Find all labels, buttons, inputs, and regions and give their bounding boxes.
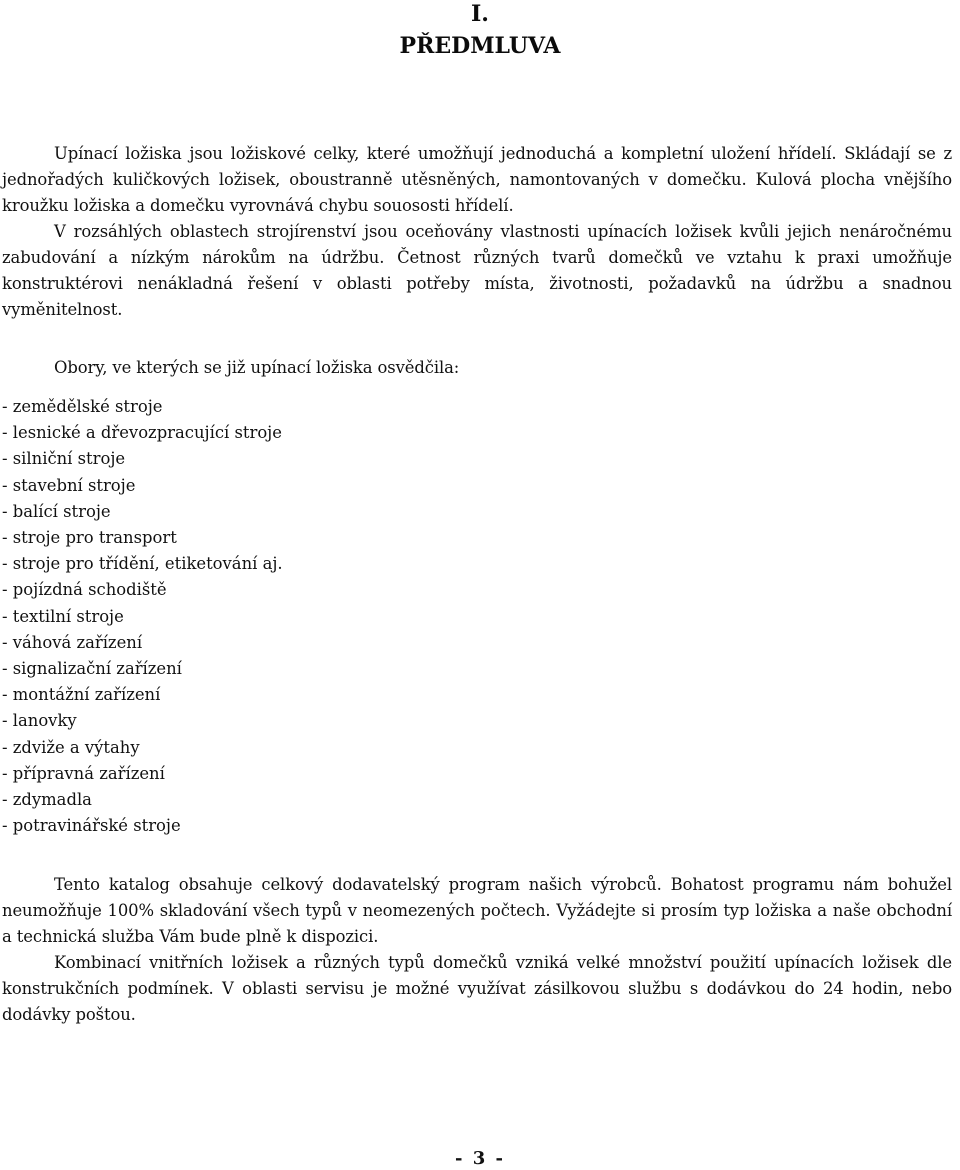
page-number: - 3 - xyxy=(455,1148,505,1169)
list-item: - montážní zařízení xyxy=(2,685,161,705)
list-item: - stroje pro třídění, etiketování aj. xyxy=(2,554,283,574)
list-item: - balící stroje xyxy=(2,501,111,521)
fields-intro-text: Obory, ve kterých se již upínací ložiska osvědčila: xyxy=(54,358,460,377)
list-item: - potravinářské stroje xyxy=(2,816,181,836)
closing-paragraph: Tento katalog obsahuje celkový dodavatelský program našich výrobců. Bohatost programu nám bohužel neumožňuje 100% skladování všech typů v neomezených počtech. Vyžádejte si prosím typ ložiska a naše obchodní a technická služba Vám bude plně k dispozici. xyxy=(2,875,952,946)
intro-paragraph: Upínací ložiska jsou ložiskové celky, které umožňují jednoduchá a kompletní uložení hřídelí. Skládají se z jednořadých kuličkových ložisek, oboustranně utěsněných, namontovaných v domečku. Kulová plocha vnějšího kroužku ložiska a domečku vyrovnává chybu souososti hřídelí. xyxy=(2,144,952,215)
list-item: - přípravná zařízení xyxy=(2,763,165,783)
list-item: - lanovky xyxy=(2,711,77,731)
list-item: - textilní stroje xyxy=(2,606,124,626)
list-item: - signalizační zařízení xyxy=(2,659,182,679)
intro-section xyxy=(2,141,952,323)
list-item: - zdviže a výtahy xyxy=(2,737,140,757)
list-item: - váhová zařízení xyxy=(2,632,143,652)
list-item: - lesnické a dřevozpracující stroje xyxy=(2,423,282,443)
list-item: - zemědělské stroje xyxy=(2,397,163,416)
chapter-title: PŘEDMLUVA xyxy=(399,33,561,59)
list-item: - zdymadla xyxy=(2,790,92,810)
intro-paragraph: V rozsáhlých oblastech strojírenství jsou oceňovány vlastnosti upínacích ložisek kvůli jejich nenáročnému zabudování a nízkým nárokům na údržbu. Četnost různých tvarů domečků ve vztahu k praxi umožňuje konstruktérovi nenákladná řešení v oblasti potřeby místa, životnosti, požadavků na údržbu a snadnou vyměnitelnost. xyxy=(2,222,952,319)
list-item: - stavební stroje xyxy=(2,475,136,495)
list-item: - pojízdná schodiště xyxy=(2,580,167,600)
fields-intro-section xyxy=(2,355,952,381)
list-item: - stroje pro transport xyxy=(2,528,177,548)
fields-list xyxy=(2,394,283,839)
chapter-number: I. xyxy=(471,1,489,27)
closing-section xyxy=(2,872,952,1028)
list-item: - silniční stroje xyxy=(2,449,126,469)
closing-paragraph: Kombinací vnitřních ložisek a různých typů domečků vzniká velké množství použití upínacích ložisek dle konstrukčních podmínek. V oblasti servisu je možné využívat zásilkovou službu s dodávkou do 24 hodin, nebo dodávky poštou. xyxy=(2,953,952,1024)
